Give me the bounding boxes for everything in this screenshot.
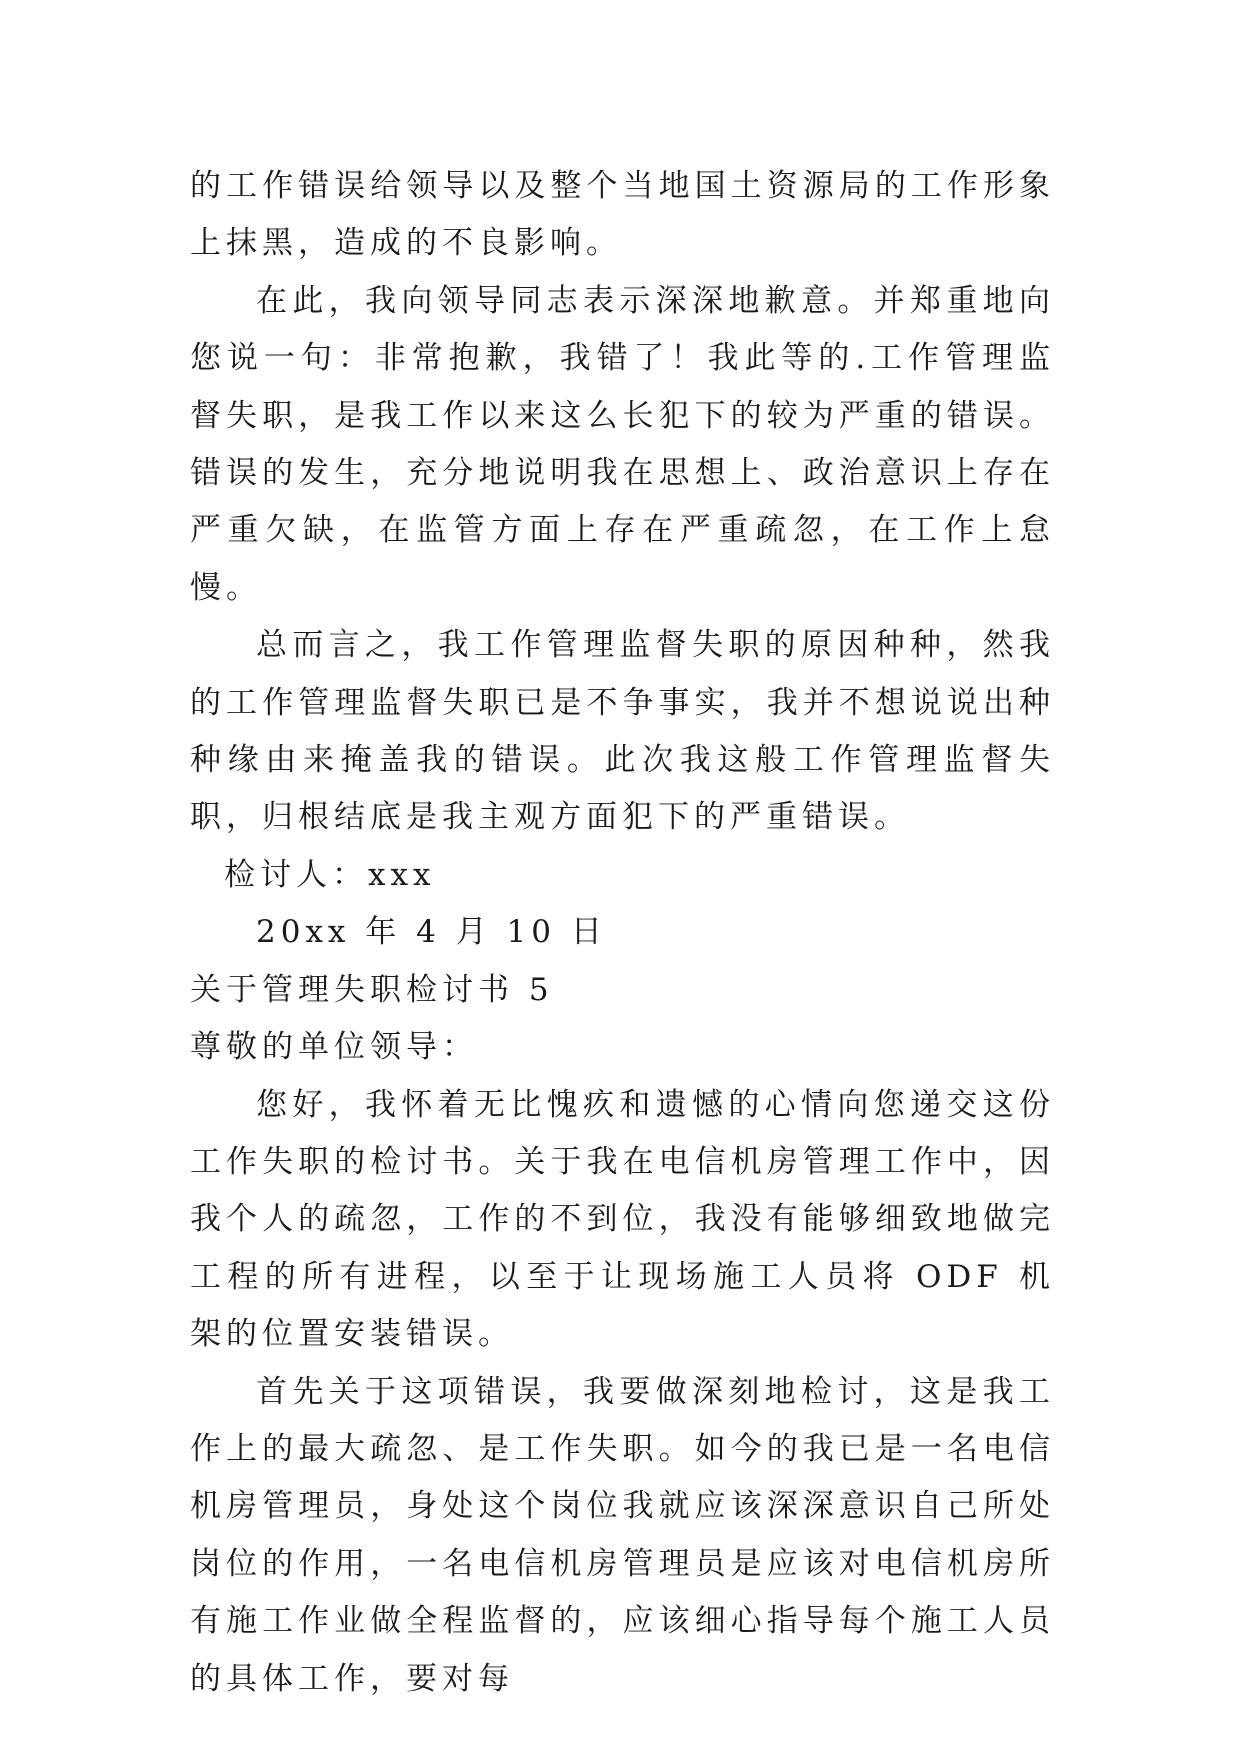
salutation: 尊敬的单位领导：	[190, 1029, 478, 1066]
document-body	[190, 158, 1055, 1708]
signer-line: 检讨人：xxx	[224, 856, 436, 893]
paragraph-reflection: 首先关于这项错误，我要做深刻地检讨，这是我工作上的最大疏忽、是工作失职。如今的我已是一名电信机房管理员，身处这个岗位我就应该深深意识自己所处岗位的作用，一名电信机房管理员是应该对电信机房所有施工作业做全程监督的，应该细心指导每个施工人员的具体工作，要对每	[190, 1373, 1055, 1697]
date-line: 20xx 年 4 月 10 日	[256, 914, 607, 951]
section-title: 关于管理失职检讨书 5	[190, 971, 554, 1008]
paragraph-summary: 总而言之，我工作管理监督失职的原因种种，然我的工作管理监督失职已是不争事实，我并不想说说出种种缘由来掩盖我的错误。此次我这般工作管理监督失职，归根结底是我主观方面犯下的严重错误。	[190, 627, 1055, 836]
paragraph-apology: 在此，我向领导同志表示深深地歉意。并郑重地向您说一句：非常抱歉，我错了！我此等的.工作管理监督失职，是我工作以来这么长犯下的较为严重的错误。错误的发生，充分地说明我在思想上、政治意识上存在严重欠缺，在监管方面上存在严重疏忽，在工作上怠慢。	[190, 282, 1055, 606]
paragraph-greeting: 您好，我怀着无比愧疚和遗憾的心情向您递交这份工作失职的检讨书。关于我在电信机房管理工作中，因我个人的疏忽，工作的不到位，我没有能够细致地做完工程的所有进程，以至于让现场施工人员将 ODF 机架的位置安装错误。	[190, 1086, 1055, 1353]
paragraph-continuation: 的工作错误给领导以及整个当地国土资源局的工作形象上抹黑，造成的不良影响。	[190, 168, 1055, 262]
